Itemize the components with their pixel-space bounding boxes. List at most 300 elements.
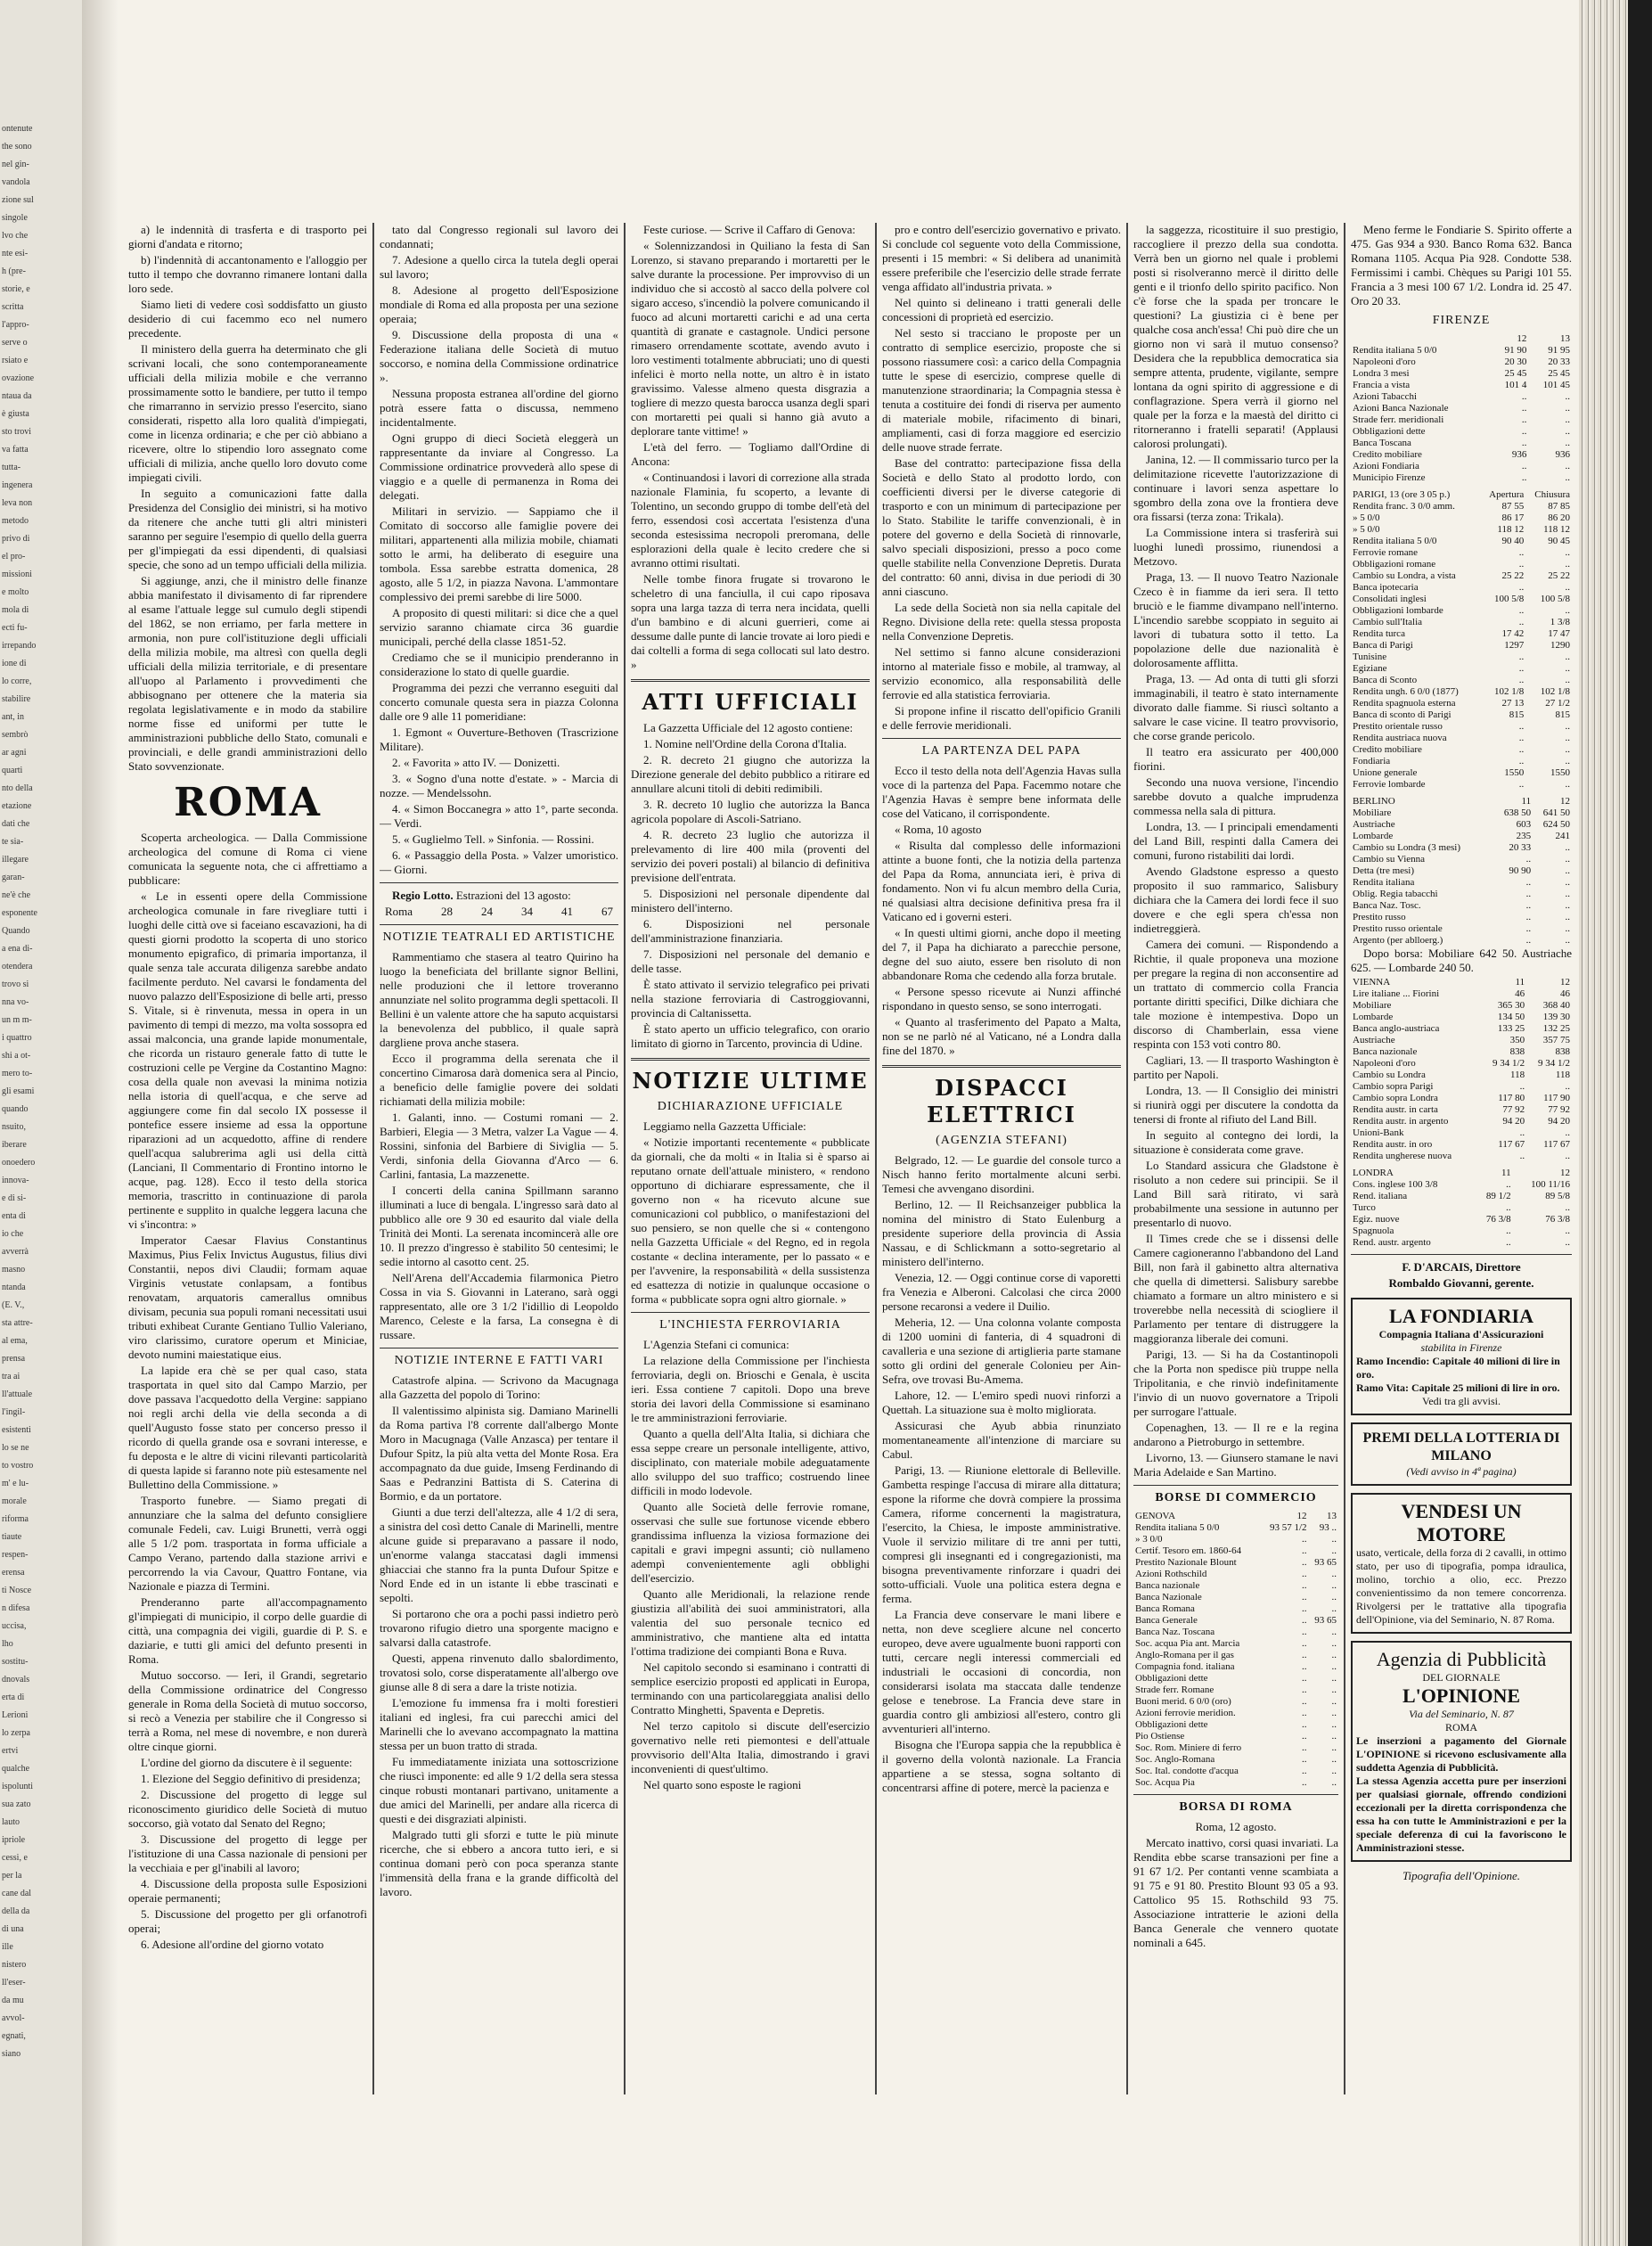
newspaper-page — [118, 0, 1579, 2246]
table-row — [1351, 900, 1572, 912]
table-cell: .. — [1565, 1202, 1570, 1213]
table-cell: .. — [1525, 889, 1532, 899]
table-cell: 241 — [1555, 831, 1570, 841]
paragraph: Nel sesto si tracciano le proposte per un contratto di semplice esercizio, proposte che si possono riassumere così: a carico della Compagnia tutte le spese di esercizio, comprese quelle di manutenzione straordinaria; la Compagnia stessa è tenuta a costituire dei fondi di riserva per aumento di materiale mobile, rifacimento di binari, ampliamenti, casi di forza maggiore ed esercizio delle nuove strade ferrate. — [882, 326, 1121, 454]
table-cell: Banca anglo-austriaca — [1353, 1023, 1440, 1034]
table-cell: .. — [1518, 652, 1525, 662]
paragraph: 7. Adesione a quello circa la tutela degli operai sul lavoro; — [380, 253, 618, 281]
table-row — [1133, 1684, 1338, 1696]
table-cell: Banca di Sconto — [1353, 675, 1418, 685]
previous-page-text-fragment: ti Nosce — [2, 1586, 32, 1595]
paragraph: Si portarono che ora a pochi passi indietro però trovarono rifugio dietro una sporgente macigno e salvarsi dalla catastrofe. — [380, 1607, 618, 1649]
table-cell: .. — [1525, 877, 1532, 888]
paragraph: Fu immediatamente iniziata una sottoscrizione che riuscì imponente: ed alle 9 1/2 della sera stessa cinque robusti montanari partivano, unitamente a due amici del Marinelli, per andare alla ricerca di questi e dei disgraziati alpinisti. — [380, 1755, 618, 1825]
paragraph: tato dal Congresso regionali sul lavoro dei condannati; — [380, 223, 618, 250]
previous-page-text-fragment: e molto — [2, 587, 29, 597]
table-cell: Lombarde — [1353, 1012, 1394, 1022]
table-row — [1351, 391, 1572, 403]
previous-page-text-fragment: enta di — [2, 1211, 26, 1221]
table-cell: .. — [1302, 1627, 1307, 1637]
previous-page-text-fragment: quarti — [2, 766, 23, 775]
table-cell: 235 — [1516, 831, 1532, 841]
table-row — [1351, 461, 1572, 472]
teatri-paragraphs — [380, 950, 618, 1342]
table-cell: .. — [1518, 617, 1525, 627]
interne-paragraphs — [380, 1373, 618, 1899]
dichiarazione-heading: DICHIARAZIONE UFFICIALE — [657, 1100, 844, 1113]
manager: Rombaldo Giovanni, gerente. — [1388, 1276, 1534, 1290]
table-cell: 17 47 — [1548, 628, 1570, 639]
paragraph: Nel capitolo secondo si esaminano i contratti di semplice esercizio proposti ed applicati in Europa, terminando con una particolareggiata analisi dello Contratto Minghetti, Spaventa e Depretis. — [631, 1660, 870, 1717]
previous-page-text-fragment: Quando — [2, 926, 30, 936]
table-cell: Rendita italiana 5 0/0 — [1135, 1522, 1220, 1533]
table-header: PARIGI, 13 (ore 3 05 p.) — [1353, 489, 1451, 500]
table-row — [1351, 1237, 1572, 1249]
table-cell: .. — [1331, 1569, 1337, 1579]
table-cell: Obbligazioni dette — [1353, 426, 1426, 437]
table-cell: Egiziane — [1353, 663, 1387, 674]
table-cell: Prestito russo — [1353, 912, 1406, 922]
paragraph: Militari in servizio. — Sappiamo che il Comitato di soccorso alle famiglie povere dei militari, appartenenti alla milizia mobile, chiamati sotto le armi, ha deliberato di eseguire una tombola. Essa sarebbe estratta domenica, 28 agosto, alle 5 1/2, in piazza Navona. L'ammontare complessivo dei premi sarebbe di lire 5000. — [380, 504, 618, 603]
paragraph: Lahore, 12. — L'emiro spedì nuovi rinforzi a Quettah. La situazione sua è molto migliorata. — [882, 1389, 1121, 1416]
paragraph: Il Times crede che se i dissensi delle Camere cagioneranno l'abbandono del Land Bill, non farà il gabinetto altra alternativa che quella di dimettersi. Salisbury sarebbe chiamato a formare un altro ministero e si troverebbe nella necessità di sciogliere il Parlamento per tentare di distruggere la maggioranza liberale dei comuni. — [1133, 1232, 1338, 1345]
table-row — [1351, 1035, 1572, 1046]
table-cell: .. — [1302, 1569, 1307, 1579]
paragraph: La Francia deve conservare le mani libere e netta, non deve scegliere alcune nel concerto europeo, deve avere ugualmente buoni rapporti con tutti, cercare negli interessi commerciali ed industriali le occasioni di concordia, non considerarsi isolata ma staccata dalle tendenze gelose e tenebrose. La Francia deve stare in guardia contro gli ambiziosi all'estero, contro gli avventurieri all'interno. — [882, 1608, 1121, 1735]
table-row — [1351, 1081, 1572, 1093]
pubblicita-title: Agenzia di Pubblicità — [1376, 1648, 1547, 1670]
table-cell: .. — [1565, 675, 1570, 685]
paragraph: Nelle tombe finora frugate si trovarono le scheletro di una fanciulla, il cui capo riposava sopra una larga tazza di terra nera incidata, quelli d'un bambino e di alcuni guerrieri, come ai dessume dalle punte di lancie trovate ai loro piedi e dai coltelli a forma di sega collocati sul lato destro. » — [631, 572, 870, 671]
table-row — [1133, 1545, 1338, 1557]
table-cell: .. — [1565, 877, 1570, 888]
printer-credit: Tipografia dell'Opinione. — [1402, 1869, 1521, 1882]
previous-page-text-fragment: egnati, — [2, 2031, 26, 2041]
table-header: GENOVA — [1135, 1511, 1176, 1521]
previous-page-text-fragment: rsiato e — [2, 356, 29, 365]
table-header: Apertura — [1489, 489, 1525, 500]
table-header: LONDRA — [1353, 1168, 1394, 1178]
table-row — [1351, 1225, 1572, 1237]
table-row — [1351, 570, 1572, 582]
paragraph: L'Agenzia Stefani ci comunica: — [643, 1338, 789, 1351]
table-cell: .. — [1302, 1719, 1307, 1730]
previous-page-text-fragment: riforma — [2, 1514, 29, 1524]
paragraph: In seguito a comunicazioni fatte dalla Presidenza del Consiglio dei ministri, si ha motivo da ritenere che anche tutti gli altri ministeri saranno per seguire l'esempio di quello della guerra per gl'impiegati da essi dipendenti, di qualsiasi specie, che sono ad un tempo ufficiali della milizia. — [128, 487, 367, 571]
table-cell: 624 50 — [1542, 819, 1570, 830]
table-cell: 17 42 — [1501, 628, 1525, 639]
table-row — [1133, 1557, 1338, 1569]
table-cell: .. — [1331, 1661, 1337, 1672]
table-cell: .. — [1331, 1754, 1337, 1765]
table-cell: .. — [1565, 663, 1570, 674]
table-cell: .. — [1565, 403, 1570, 414]
fondiaria-subtitle: Compagnia Italiana d'Assicurazioni — [1378, 1328, 1544, 1340]
table-cell: .. — [1331, 1603, 1337, 1614]
table-cell: 100 5/8 — [1540, 594, 1570, 604]
table-cell: 91 95 — [1548, 345, 1570, 356]
table-cell: .. — [1565, 733, 1570, 743]
table-row — [1351, 935, 1572, 947]
previous-page-text-fragment: erta di — [2, 1693, 25, 1702]
book-page-edges — [1579, 0, 1652, 2246]
column-6 — [1351, 223, 1572, 2103]
berlino-note: Dopo borsa: Mobiliare 642 50. Austriache 625. — Lombarde 240 50. — [1351, 947, 1572, 974]
paragraph: 2. Discussione del progetto di legge sul riconoscimento giuridico delle Società di mutuo soccorso, già votato dal Senato del Regno; — [128, 1788, 367, 1830]
table-cell: 101 45 — [1542, 380, 1570, 390]
table-cell: Napoleoni d'oro — [1353, 1058, 1416, 1069]
previous-page-text-fragment: irrepando — [2, 641, 37, 651]
paragraph: « Solennizzandosi in Quiliano la festa di San Lorenzo, si stavano preparando i mortaretti per le salve durante la processione. Per improvviso di un individuo che si accostò al sacco della polvere col sigaro acceso, s'incendiò la polvere comunicando il fuoco ad alcuni mortaretti carichi e ad una certa quantità di granate e castagnole. Undici persone rimasero orrendamente scottate, avendo avuto i loro vestimenti totalmente abbruciati; uno di questi infelici è morto nella notte, un altro è in istato gravissimo. Valesse almeno questa disgrazia a togliere di mezzo questa barocca usanza degli spari con mortaretti pei quali si hanno già avuto a deplorare tante vittime! » — [631, 239, 870, 438]
table-cell: .. — [1302, 1754, 1307, 1765]
table-cell: Lombarde — [1353, 831, 1394, 841]
table-cell: Rendita italiana — [1353, 877, 1415, 888]
paragraph: Praga, 13. — Il nuovo Teatro Nazionale Czeco è in fiamme da ieri sera. Il tetto bruciò e le fiamme divampano nell'interno. L'incendio sarebbe scoppiato in seguito ai lavori di tubatura sotto il tetto. La popolazione delle due nazionalità è dolorosamente afflitta. — [1133, 570, 1338, 669]
previous-page-text-fragment: per la — [2, 1871, 22, 1881]
table-cell: 27 13 — [1501, 698, 1525, 709]
table-cell: 118 — [1510, 1070, 1525, 1080]
paragraph: Nel terzo capitolo si discute dell'esercizio governativo nelle reti piemontesi e dell'attuale provvisorio dell'Alta Italia, dimostrando i gravi inconvenienti di quest'ultimo. — [631, 1719, 870, 1775]
table-cell: .. — [1302, 1650, 1307, 1660]
table-row — [1351, 1179, 1572, 1191]
table-row — [1133, 1592, 1338, 1603]
previous-page-text-fragment: ingenera — [2, 480, 33, 490]
table-cell: .. — [1518, 779, 1525, 790]
paragraph: In seguito al contegno dei lordi, la situazione è considerata come grave. — [1133, 1128, 1338, 1156]
table-cell: Obbligazioni romane — [1353, 559, 1436, 570]
table-cell: 117 67 — [1498, 1139, 1525, 1150]
table-cell: .. — [1331, 1742, 1337, 1753]
table-cell: .. — [1331, 1638, 1337, 1649]
previous-page-text-fragment: storie, e — [2, 284, 30, 294]
table-cell: Banca Naz. Tosc. — [1353, 900, 1421, 911]
table-cell: Rendita austr. in oro — [1353, 1139, 1433, 1150]
table-cell: Banca Toscana — [1353, 438, 1411, 448]
table-cell: Cambio su Londra — [1353, 1070, 1426, 1080]
table-cell: .. — [1565, 842, 1570, 853]
previous-page-text-fragment: Lerioni — [2, 1710, 29, 1720]
table-row — [1351, 923, 1572, 935]
table-cell: Spagnuola — [1353, 1225, 1394, 1236]
previous-page-text-fragment: sostitu- — [2, 1657, 29, 1667]
previous-page-text-fragment: ant, in — [2, 712, 24, 722]
table-cell: Banca Naz. Toscana — [1135, 1627, 1215, 1637]
table-cell: Banca nazionale — [1353, 1046, 1418, 1057]
table-cell: 93 57 1/2 — [1269, 1522, 1307, 1533]
previous-page-text-fragment: m' e lu- — [2, 1479, 29, 1488]
table-cell: .. — [1302, 1696, 1307, 1707]
previous-page-text-fragment: sto trovi — [2, 427, 32, 437]
fondiaria-ramo-incendio: Ramo Incendio: Capitale 40 milioni di lire in oro. — [1356, 1355, 1560, 1381]
table-cell: .. — [1519, 1081, 1525, 1092]
previous-page-text-fragment: un m m- — [2, 1015, 32, 1025]
previous-page-text-fragment: io che — [2, 1229, 24, 1239]
table-cell: Pio Ostiense — [1135, 1731, 1185, 1742]
previous-page-text-fragment: esponente — [2, 908, 37, 918]
table-cell: .. — [1518, 605, 1525, 616]
table-cell: .. — [1302, 1708, 1307, 1718]
table-cell: .. — [1525, 854, 1532, 865]
table-cell: Rendita ungherese nuova — [1353, 1151, 1452, 1161]
column-3-paragraphs — [631, 223, 870, 672]
table-header: 13 — [1327, 1511, 1337, 1521]
table-cell: Lire italiane ... Fiorini — [1353, 988, 1440, 999]
papa-paragraphs — [882, 764, 1121, 1058]
table-cell: .. — [1331, 1592, 1337, 1603]
divider — [380, 882, 618, 883]
table-cell: Francia a vista — [1353, 380, 1411, 390]
paragraph: La Commissione intera si trasferirà sui luoghi lunedì prossimo, riunendosi a Metzovo. — [1133, 526, 1338, 568]
previous-page-text-fragment: dati che — [2, 819, 30, 829]
paragraph: 8. Adesione al progetto dell'Esposizione mondiale di Roma ed alla proposta per una sezione operaia; — [380, 283, 618, 325]
paragraph: 6. « Passaggio della Posta. » Valzer umoristico. — Giorni. — [380, 848, 618, 876]
table-cell: .. — [1518, 663, 1525, 674]
table-cell: .. — [1518, 559, 1525, 570]
table-cell: .. — [1565, 1081, 1570, 1092]
previous-page-text-fragment: a ena di- — [2, 944, 33, 954]
paragraph: Lo Standard assicura che Gladstone è risoluto a non cedere sui principii. Se il Land Bill sarà ritirato, vi sarà probabilmente una sessione in autunno per presentarlo di nuovo. — [1133, 1159, 1338, 1229]
table-cell: 641 50 — [1542, 807, 1570, 818]
previous-page-text-fragment: l'ingil- — [2, 1407, 26, 1417]
table-cell: Oblig. Regia tabacchi — [1353, 889, 1438, 899]
previous-page-text-fragment: tutta- — [2, 463, 21, 472]
table-row — [1133, 1534, 1338, 1545]
table-row — [1133, 1731, 1338, 1742]
borse-heading: BORSE DI COMMERCIO — [1155, 1491, 1317, 1504]
table-cell: .. — [1331, 1650, 1337, 1660]
table-cell: .. — [1565, 889, 1570, 899]
paragraph: Londra, 13. — Il Consiglio dei ministri si riunirà oggi per discutere la condotta da tenersi di fronte al rifiuto del Land Bill. — [1133, 1084, 1338, 1126]
column-4-paragraphs — [882, 223, 1121, 733]
motore-title: VENDESI UN MOTORE — [1401, 1500, 1522, 1545]
table-cell: 133 25 — [1497, 1023, 1525, 1034]
dispacci-heading: DISPACCI ELETTRICI — [927, 1075, 1076, 1127]
table-cell: .. — [1521, 472, 1527, 483]
table-row — [1351, 1151, 1572, 1162]
previous-page-text-fragment: onoedero — [2, 1158, 36, 1168]
previous-page-text-fragment: ntanda — [2, 1283, 26, 1292]
table-cell: .. — [1565, 900, 1570, 911]
table-row — [1351, 1023, 1572, 1035]
table-cell: .. — [1565, 1127, 1570, 1138]
paragraph: Scoperta archeologica. — Dalla Commissione archeologica del comune di Roma ci viene comunicata la seguente nota, che ci affrettiamo a pubblicare: — [128, 831, 367, 887]
table-cell: .. — [1302, 1731, 1307, 1742]
table-header: BERLINO — [1353, 796, 1395, 807]
table-row — [1351, 698, 1572, 709]
table-cell: Argento (per ablloerg.) — [1353, 935, 1443, 946]
paragraph: « Le in essenti opere della Commissione archeologica comunale in fare rivegliare tutti i luoghi delle città ove si faceiano escavazioni, ha di questi giorni prodotto la scoperta di uno storico monumento epigrafico, di primaria importanza, il quale senza tale accurata diligenza sarebbe andato facilmente perduto. Nel cavarsi le fondamenta del nuovo palazzo dell'Esposizione di belle arti, presso S. Vitale, si è rinvenuta, messa in opera in un pavimento di tempi di mezzo, ma volta sossopra ed assai malconcia, una grande lapide monumentale, che ricorda un ristauro generale fatto di tutte le costruzioni celle pe Vergine da Costantino Magno: cosa della quale non avevasi la minima notizia nella istoria di quell'acqua, e che serve ad aggiungere come fin dal secolo IX possesse il pontefice essere insieme ad essa la opportune riparazioni ad un acquedotto, affine di rendere quell'acqua salubrerima agli usi della città (Lanciani, Il Commentario di Frontino intorno le acque, pag. 128). Ecco il testo della storica memoria, trascritto in continuazione di parola pertinente e supplito in qualche leggera lacuna che vi s'incontra: » — [128, 889, 367, 1231]
previous-page-text-fragment: erensa — [2, 1568, 25, 1578]
table-cell: Cambio su Londra, a vista — [1353, 570, 1456, 581]
previous-page-text-fragment: the sono — [2, 142, 32, 152]
table-cell: 1297 — [1504, 640, 1525, 651]
pubblicita-text-1: Le inserzioni a pagamento del Giornale L'OPINIONE si ricevono esclusivamente alla suddetta Agenzia di Pubblicità. — [1356, 1734, 1566, 1774]
table-cell: .. — [1518, 675, 1525, 685]
table-cell: .. — [1565, 865, 1570, 876]
parigi-table — [1351, 489, 1572, 791]
column-5 — [1133, 223, 1338, 2103]
table-cell: Detta (tre mesi) — [1353, 865, 1415, 876]
previous-page-text-fragment: da mu — [2, 1996, 24, 2005]
column-rule — [624, 223, 626, 2094]
table-cell: Anglo-Romana per il gas — [1135, 1650, 1234, 1660]
table-row — [1133, 1522, 1338, 1534]
paragraph: Feste curiose. — Scrive il Caffaro di Genova: — [643, 223, 856, 236]
table-header: 12 — [1560, 977, 1570, 988]
table-row — [1351, 675, 1572, 686]
previous-page-text-fragment: etazione — [2, 801, 32, 811]
table-cell: .. — [1302, 1673, 1307, 1684]
table-cell: .. — [1525, 912, 1532, 922]
previous-page-text-fragment: to vostro — [2, 1461, 34, 1471]
table-row — [1351, 628, 1572, 640]
previous-page-text-fragment: iberare — [2, 1140, 27, 1150]
lotto-line — [380, 889, 618, 903]
papa-heading: LA PARTENZA DEL PAPA — [921, 744, 1082, 758]
paragraph: la saggezza, ricostituire il suo prestigio, raccogliere il prezzo della sua condotta. Verrà ben un giorno nel quale i problemi posti si risolveranno mercè il diritto delle genti e il trionfo dello spirito pacifico. Non c'è forse che la spada per troncare le questioni? La giustizia ci è bene per qualche cosa anch'essa! Chi può dire che un giorno non vi sarà il mutuo consenso? Desidera che la repubblica democratica sia sempre attenta, prudente, vigilante, sempre lontana da ogni spirito di aggressione e di conflagrazione. Spera verrà il giorno nel quale per la forza e la maestà del diritto ci ritorneranno i fratelli separati! (Applausi calorosi prolungati). — [1133, 223, 1338, 450]
table-cell: .. — [1518, 547, 1525, 558]
paragraph: Questi, appena rinvenuto dallo sbalordimento, trovatosi solo, corse disperatamente all'albergo ove giunse alle 8 di sera a dare la triste notizia. — [380, 1652, 618, 1693]
table-cell: Azioni Tabacchi — [1353, 391, 1418, 402]
table-cell: Soc. Acqua Pia — [1135, 1777, 1195, 1788]
vienna-table — [1351, 977, 1572, 1162]
paragraph: pro e contro dell'esercizio governativo e privato. Si conclude col seguente voto della Commissione, presenti i 15 membri: « Si delibera ad unanimità essere preferibile che l'esercizio delle strade ferrate venga affidato all'industria privata. » — [882, 223, 1121, 293]
paragraph: Quanto alle Meridionali, la relazione rende giustizia all'abilità dei suoi amministratori, alla valentia del suo personale tecnico ed amministrativo, che mantiene alta ed intatta l'ottima tradizione dei compianti Bona e Ruva. — [631, 1587, 870, 1658]
table-row — [1351, 1093, 1572, 1104]
table-header-row — [1351, 977, 1572, 988]
table-cell: .. — [1521, 391, 1527, 402]
previous-page-text-fragment: leva non — [2, 498, 33, 508]
table-row — [1351, 582, 1572, 594]
table-row — [1351, 831, 1572, 842]
table-cell: .. — [1565, 756, 1570, 766]
table-cell: Ferrovie romane — [1353, 547, 1418, 558]
lotto-text: Estrazioni del 13 agosto: — [455, 889, 571, 902]
table-cell: 46 — [1515, 988, 1525, 999]
table-cell: 1550 — [1550, 767, 1570, 778]
table-cell: .. — [1331, 1545, 1337, 1556]
paragraph: « Continuandosi i lavori di correzione alla strada nazionale Flaminia, fu scoperto, a levante di Tolentino, un secondo gruppo di tombe dell'età del ferro, essendosi così accertata l'esistenza d'una seconda estesissima necropoli preromana, delle esplorazioni della quale è lecito credere che si avranno ottimi risultati. — [631, 471, 870, 570]
table-cell: .. — [1565, 559, 1570, 570]
paragraph: Secondo una nuova versione, l'incendio sarebbe dovuto a qualche imprudenza commessa nella sala di pittura. — [1133, 775, 1338, 817]
table-cell: .. — [1506, 1225, 1511, 1236]
previous-page-text-fragment: lo zerpa — [2, 1728, 30, 1738]
inchiesta-paragraphs — [631, 1338, 870, 1792]
table-cell: 936 — [1511, 449, 1527, 460]
paragraph: I concerti della canina Spillmann saranno illuminati a luce di bengala. L'ingresso sarà dato al pubblico alle ore 9 30 ed esaurito dal viale della Trinità dei Monti. La serenata incomincerà alle ore 10. Il prezzo d'ingresso è stabilito 50 centesimi; le sedie intorno al casotto cent. 25. — [380, 1184, 618, 1268]
table-cell: 93 .. — [1319, 1522, 1337, 1533]
paragraph: 1. Elezione del Seggio definitivo di presidenza; — [141, 1772, 361, 1785]
table-cell: .. — [1331, 1731, 1337, 1742]
table-cell: Cambio sopra Parigi — [1353, 1081, 1434, 1092]
table-cell: 93 65 — [1314, 1557, 1337, 1568]
paragraph: L'età del ferro. — Togliamo dall'Ordine di Ancona: — [631, 440, 870, 468]
table-cell: Fondiaria — [1353, 756, 1391, 766]
paragraph: Mutuo soccorso. — Ieri, il Grandi, segretario della Commissione ordinatrice del Congresso generale in Roma della Società di mutuo soccorso, si recò a Venezia per stabilire che il Congresso si terrà a Roma, nel mese di novembre, e non durerà oltre cinque giorni. — [128, 1668, 367, 1753]
previous-page-text-fragment: sta attre- — [2, 1318, 33, 1328]
table-cell: .. — [1521, 414, 1527, 425]
table-cell: 350 — [1509, 1035, 1525, 1045]
table-cell: .. — [1518, 744, 1525, 755]
table-row — [1351, 842, 1572, 854]
table-cell: Cambio su Vienna — [1353, 854, 1426, 865]
table-cell: .. — [1331, 1719, 1337, 1730]
table-cell: .. — [1521, 461, 1527, 471]
table-cell: .. — [1565, 605, 1570, 616]
paragraph: Ecco il programma della serenata che il concertino Cimarosa darà domenica sera al Pincio, a beneficio delle famiglie povere dei soldati richiamati della milizia mobile: — [380, 1052, 618, 1108]
table-row — [1133, 1603, 1338, 1615]
table-header: 12 — [1296, 1511, 1307, 1521]
table-cell: .. — [1302, 1557, 1307, 1568]
table-cell: 118 — [1555, 1070, 1570, 1080]
paragraph: Berlino, 12. — Il Reichsanzeiger pubblica la nomina del ministro di Stato Eulenburg a presidente superiore della provincia di Assia Nassau, e di Schlickmann a sotto-segretario al ministero dell'interno. — [882, 1198, 1121, 1268]
table-row — [1351, 756, 1572, 767]
paragraph: Programma dei pezzi che verranno eseguiti dal concerto comunale questa sera in piazza Colonna dalle ore 9 alle 11 pomeridiane: — [380, 681, 618, 723]
table-cell: 132 25 — [1542, 1023, 1570, 1034]
table-row — [1133, 1719, 1338, 1731]
table-row — [1351, 1012, 1572, 1023]
table-cell: .. — [1302, 1742, 1307, 1753]
table-cell: 86 20 — [1548, 512, 1570, 523]
previous-page-text-fragment: ll'eser- — [2, 1978, 26, 1988]
table-row — [1351, 426, 1572, 438]
table-cell: Soc. acqua Pia ant. Marcia — [1135, 1638, 1240, 1649]
paragraph: Venezia, 12. — Oggi continue corse di vaporetti fra Venezia e Alberoni. Calcolasi che circa 2000 persone recaronsi a vedere il Duilio. — [882, 1271, 1121, 1313]
lotto-number: 67 — [601, 905, 613, 918]
table-row — [1351, 501, 1572, 512]
table-cell: .. — [1506, 1237, 1511, 1248]
previous-page-text-fragment: lo se ne — [2, 1443, 29, 1453]
paragraph: La lapide era chè se per qual caso, stata trasportata in quel sito dal Campo Marzio, per dove passava l'acquedotto della Vergine: sappiano noi regli archi della vie della seconda a di quell'Augusto fosse stato per concerso presso il ricordo di quella grande osa e sovrani interesse, e fu deposta e le altre di vicini rilevanti particolarità di questa lapide si faranno note più estesamente nel Bullettino della Commissione. » — [128, 1364, 367, 1491]
column-rule — [1126, 223, 1128, 2094]
previous-page-text-fragment: lauto — [2, 1817, 20, 1827]
table-cell: Banca di Parigi — [1353, 640, 1413, 651]
previous-page-text-fragment: i quattro — [2, 1033, 32, 1043]
previous-page-text-fragment: n difesa — [2, 1603, 30, 1613]
motore-text: usato, verticale, della forza di 2 cavalli, in ottimo stato, per uso di tipografia, pompa idraulica, molino, torchio a olio, ecc. Prezzo convenientissimo da non temere concorrenza. Rivolgersi per le trattative alla tipografia dell'Opinione, via del Seminario, N. 87 Roma. — [1356, 1546, 1566, 1626]
paragraph: 2. R. decreto 21 giugno che autorizza la Direzione generale del debito pubblico a ritirare ed annullare alcuni titoli di debiti redimibili. — [631, 753, 870, 795]
table-cell: 638 50 — [1503, 807, 1532, 818]
paragraph: Si propone infine il riscatto dell'opificio Granili e delle ferrovie meridionali. — [882, 704, 1121, 732]
table-cell: 9 34 1/2 — [1537, 1058, 1570, 1069]
table-cell: .. — [1506, 1202, 1511, 1213]
previous-page-text-fragment: è giusta — [2, 409, 29, 419]
table-cell: .. — [1565, 923, 1570, 934]
table-cell: .. — [1525, 935, 1532, 946]
paragraph: A proposito di questi militari: si dice che a quel servizio saranno chiamate circa 36 guardie municipali, perché della classe 1851-52. — [380, 606, 618, 648]
table-cell: 603 — [1516, 819, 1532, 830]
table-cell: 90 45 — [1548, 536, 1570, 546]
previous-page-text-fragment: nte esi- — [2, 249, 29, 258]
divider — [1133, 1794, 1338, 1795]
lotto-city: Roma — [385, 905, 413, 918]
table-cell: .. — [1565, 414, 1570, 425]
table-cell: .. — [1302, 1661, 1307, 1672]
table-cell: Rendita turca — [1353, 628, 1405, 639]
previous-page-text-fragment: tra ai — [2, 1372, 20, 1381]
table-row — [1133, 1615, 1338, 1627]
paragraph: Parigi, 13. — Si ha da Costantinopoli che la Porta non spedisce più truppe nella Tripolitania, e che rinviò indefinitamente l'invio di un nuovo governatore a Tripoli per surrogare l'attuale. — [1133, 1348, 1338, 1418]
berlino-table — [1351, 796, 1572, 947]
borsa-roma-heading: BORSA DI ROMA — [1179, 1800, 1293, 1814]
table-cell: Cambio sull'Italia — [1353, 617, 1423, 627]
previous-page-text-fragment: te sia- — [2, 837, 24, 847]
table-cell: .. — [1565, 461, 1570, 471]
table-cell: .. — [1331, 1684, 1337, 1695]
fondiaria-ramo-vita: Ramo Vita: Capitale 25 milioni di lire in oro. — [1356, 1381, 1560, 1394]
paragraph: Il teatro era assicurato per 400,000 fiorini. — [1133, 745, 1338, 773]
paragraph: Assicurasi che Ayub abbia rinunziato momentaneamente all'intenzione di marciare su Cabul. — [882, 1419, 1121, 1461]
